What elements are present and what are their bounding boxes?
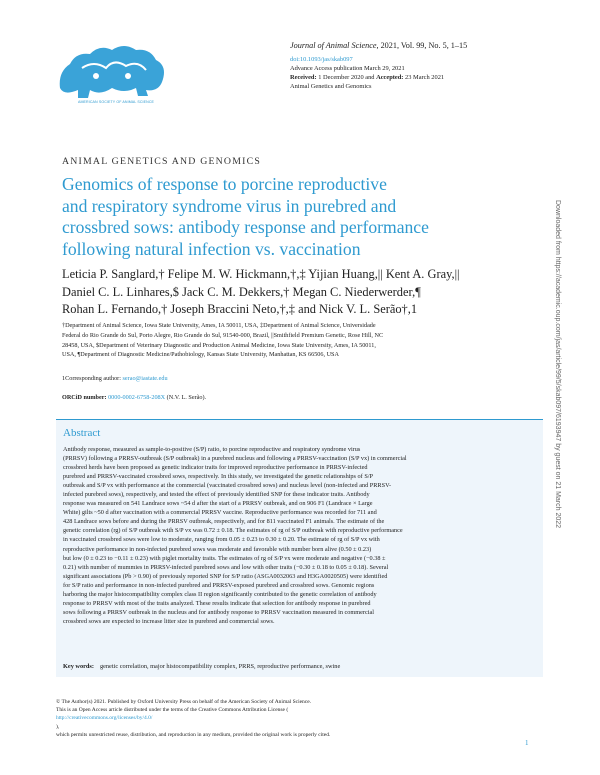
email-link[interactable]: serao@iastate.edu: [122, 375, 168, 382]
keywords-label: Key words:: [63, 663, 94, 670]
title-line: following natural infection vs. vaccination: [62, 238, 361, 259]
journal-info: [290, 40, 560, 91]
author-line: Rohan L. Fernando,† Joseph Braccini Neto,†,‡ and Nick V. L. Serão†,1: [62, 302, 418, 317]
abstract-line: (PRRSV) following a PRRSV-outbreak (S/P outbreak) in a purebred nucleus and following a PRRSV-vaccination (S/P vx) in commercial: [63, 455, 407, 463]
affiliation-line: USA, ¶Department of Diagnostic Medicine/Pathobiology, Kansas State University, Manhattan, KS 66506, USA: [62, 351, 339, 359]
title-line: and respiratory syndrome virus in purebred and: [62, 195, 397, 216]
abstract-line: significant associations (Pb > 0.90) of previously reported SNP for S/P ratio (ASGA0032063 and H3GA0020505) were identified: [63, 572, 388, 580]
orcid-line: ORCiD number: 0000-0002-6758-208X (N.V. L. Serão).: [62, 394, 207, 401]
affiliation-line: 28458, USA, $Department of Veterinary Diagnostic and Production Animal Medicine, Iowa State University, Ames, IA 50011,: [62, 341, 376, 349]
animal-silhouette-icon: [60, 46, 164, 98]
keywords-text: genetic correlation, major histocompatibility complex, PRRS, reproductive performance, swine: [99, 663, 341, 670]
abstract-line: Antibody response, measured as sample-to-positive (S/P) ratio, to porcine reproductive and respiratory syndrome virus: [63, 446, 361, 453]
abstract-line: crossbred herds have been proposed as genetic indicator traits for improved reproductive performance in PRRSV-infected: [63, 464, 368, 472]
abstract-line: response was measured on 541 Landrace sows ~54 d after the start of a PRRSV outbreak, and on 906 F1 (Landrace × Large: [63, 500, 373, 508]
title-line: crossbred sows: antibody response and performance: [62, 217, 429, 237]
keywords: [63, 663, 340, 670]
abstract-line: for S/P ratio and performance in non-infected purebred and PRRSV-exposed purebred and crossbred sows. Genomic regions: [63, 581, 375, 589]
abstract-rule: [56, 419, 543, 420]
abstract-line: in vaccinated crossbred sows were low to moderate, ranging from 0.05 ± 0.23 to 0.30 ± 0.20. The estimate of rg of S/P vx with: [63, 536, 380, 544]
title-line: Genomics of response to porcine reproductive: [62, 174, 387, 194]
abstract-line: crossbred sows are expected to increase litter size in purebred and commercial sows.: [63, 617, 275, 625]
license-link[interactable]: http://creativecommons.org/licenses/by/4.0/: [56, 715, 153, 722]
abstract-heading: Abstract: [63, 427, 101, 439]
download-sidebar: Downloaded from https://academic.oup.com/jas/article/99/5/skab097/6193947 by guest on 21 March 2022: [554, 200, 561, 529]
copyright-notice: [56, 698, 543, 739]
page-number: 1: [525, 739, 529, 747]
abstract-box: [56, 419, 543, 677]
abstract-line: reproductive performance in non-infected purebred sows was moderate and favorable with number born alive (0.50 ± 0.23): [63, 545, 372, 553]
abstract-line: but low (0 ± 0.23 to −0.11 ± 0.23) with piglet mortality traits. The estimates of rg of S/P vx were moderate and negative (−0.38 ±: [63, 554, 386, 562]
abstract-line: outbreak and S/P vx with performance at the commercial (vaccinated crossbred sows) and nucleus level (non-infected and PRRSV-: [63, 482, 392, 490]
journal-citation: Journal of Animal Science, 2021, Vol. 99, No. 5, 1–15: [290, 41, 468, 50]
affiliation-line: Federal do Rio Grande do Sul, Porto Alegre, Rio Grande do Sul, 91540-000, Brazil, ||Smithfield Premium Genetic, Rose Hill, NC: [62, 331, 384, 339]
abstract-line: purebred and PRRSV-vaccinated crossbred sows, respectively. In this study, we investigated the genetic relationships of S/P: [63, 473, 374, 481]
affiliations: [62, 321, 542, 360]
abstract-line: 0.21) with number of mummies in PRRSV-infected purebred sows and low with other traits (−0.30 ± 0.18 to 0.05 ± 0.18). Several: [63, 563, 389, 571]
author-line: Leticia P. Sanglard,† Felipe M. W. Hickmann,†,‡ Yijian Huang,|| Kent A. Gray,||: [62, 267, 460, 281]
author-line: Daniel C. L. Linhares,$ Jack C. M. Dekkers,† Megan C. Niederwerder,¶: [62, 284, 421, 299]
affiliation-line: †Department of Animal Science, Iowa State University, Ames, IA 50011, USA, ‡Department of Animal Science, Universidade: [62, 322, 376, 329]
advance-access: Advance Access publication March 29, 2021: [290, 65, 405, 72]
section-label: ANIMAL GENETICS AND GENOMICS: [62, 156, 261, 167]
article-category: Animal Genetics and Genomics: [290, 83, 372, 90]
license-line: This is an Open Access article distributed under the terms of the Creative Commons Attribution License ( http://creativecommons.org/licenses/by/4.0/ ),: [56, 706, 543, 731]
abstract-line: response to PRRSV with most of the traits analyzed. These results indicate that selection for antibody response in purebred: [63, 599, 371, 607]
abstract-line: infected purebred sows), respectively, and tested the effect of previously identified SNP for these indicator traits. Antibody: [63, 491, 370, 499]
abstract-line: sows following a PRRSV outbreak in the nucleus and for antibody response to PRRSV vaccination measured in commercial: [63, 608, 375, 616]
author-list: [62, 266, 542, 319]
corresponding-author: 1Corresponding author: serao@iastate.edu: [62, 375, 168, 382]
abstract-body: [63, 445, 539, 626]
society-name: AMERICAN SOCIETY OF ANIMAL SCIENCE: [77, 100, 155, 104]
abstract-line: harboring the major histocompatibility complex class II region significantly contributed to the genetic correlation of antibody: [63, 590, 377, 598]
abstract-line: White) gilts ~50 d after vaccination with a commercial PRRSV vaccine. Reproductive performance was recorded for 711 and: [63, 509, 377, 517]
copyright-line: which permits unrestricted reuse, distribution, and reproduction in any medium, provided the original work is properly cited.: [56, 731, 331, 738]
abstract-line: genetic correlation (rg) of S/P outbreak with S/P vx was 0.72 ± 0.18. The estimates of rg of S/P outbreak with reproductive performance: [63, 527, 403, 535]
journal-name: Journal of Animal Science: [290, 41, 377, 50]
doi-link[interactable]: doi:10.1093/jas/skab097: [290, 56, 353, 63]
received-accepted: Received: 1 December 2020 and Accepted: 23 March 2021: [290, 74, 445, 81]
article-title: [62, 174, 532, 260]
abstract-line: 428 Landrace sows before and during the PRRSV outbreak, respectively, and for 811 vaccinated F1 animals. The estimate of the: [63, 518, 385, 526]
copyright-line: © The Author(s) 2021. Published by Oxford University Press on behalf of the American Society of Animal Science.: [56, 699, 312, 705]
orcid-link[interactable]: 0000-0002-6758-208X: [108, 394, 166, 401]
